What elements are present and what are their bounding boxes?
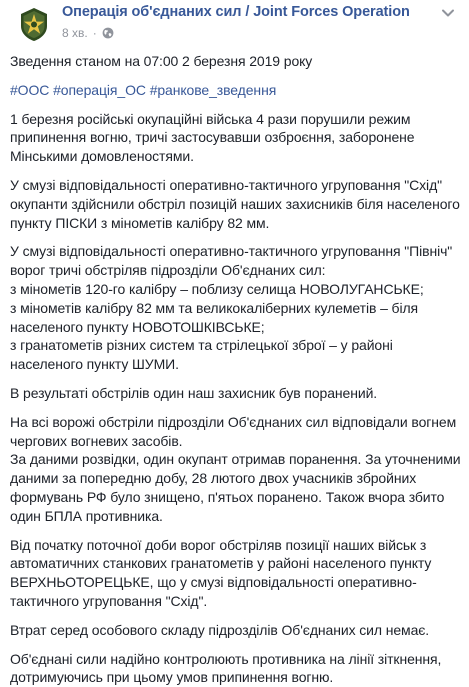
jfo-emblem-icon <box>14 4 54 44</box>
post-meta <box>62 25 114 41</box>
page-name-link[interactable]: Операція об'єднаних сил / Joint Forces Operation <box>62 4 410 20</box>
post-paragraph: На всі ворожі обстріли підрозділи Об'єднаних сил відповідали вогнем чергових вогневих засобів. За даними розвідки, один окупант отримав поранення. За уточненими даними за попередню добу, 28 лютого двох учасників збройних формувань РФ було знищено, п'ятьох поранено. Також вчора збито один БПЛА противника. <box>10 413 461 524</box>
hashtag-link[interactable]: #операція_ОС <box>53 81 146 98</box>
post-title-line: Зведення станом на 07:00 2 березня 2019 року <box>10 53 313 69</box>
meta-separator: · <box>92 26 97 40</box>
post-paragraph: Від початку поточної доби ворог обстріляв позиції наших військ з автоматичних станкових гранатометів у районі населеного пункту ВЕРХНЬОТОРЕЦЬКЕ, що у смузі відповідальності оперативно-тактичного угруповання "Схід". <box>10 536 432 609</box>
post-paragraph: Об'єднані сили надійно контролюють противника на лінії зіткнення, дотримуючись при цьому умов припинення вогню. <box>10 650 442 686</box>
post-paragraph: 1 березня російські окупаційні війська 4 рази порушили режим припинення вогню, тричі застосувавши озброєння, заборонене Мінськими домовленостями. <box>10 110 415 165</box>
hashtag-link[interactable]: #ООС <box>10 81 50 98</box>
hashtag-line <box>10 81 461 100</box>
post-paragraph: У смузі відповідальності оперативно-тактичного угруповання "Схід" окупанти здійснили обстріл позицій наших захисників біля населеного пункту ПІСКИ з мінометів калібру 82 мм. <box>10 176 460 231</box>
post-timestamp[interactable]: 8 хв. <box>62 26 88 40</box>
post-body <box>10 52 469 687</box>
globe-icon <box>102 27 114 39</box>
post-paragraph: У смузі відповідальності оперативно-тактичного угруповання "Північ" ворог тричі обстріляв підрозділи Об'єднаних сил: з мінометів 120-го калібру – поблизу селища НОВОЛУГАНСЬКЕ; з мінометів калібру 82 мм та великокаліберних кулеметів – біля населеного пункту НОВОТОШКІВСЬКЕ; з гранатометів різних систем та стрілецької зброї – у районі населеного пункту ШУМИ. <box>10 243 453 373</box>
post-header <box>10 0 469 50</box>
post-paragraph: Втрат серед особового складу підрозділів Об'єднаних сил немає. <box>10 621 430 638</box>
hashtag-link[interactable]: #ранкове_зведення <box>149 81 277 98</box>
page-avatar[interactable] <box>14 4 54 44</box>
post-paragraph: В результаті обстрілів один наш захисник був поранений. <box>10 384 378 401</box>
chevron-down-icon[interactable] <box>441 8 455 18</box>
